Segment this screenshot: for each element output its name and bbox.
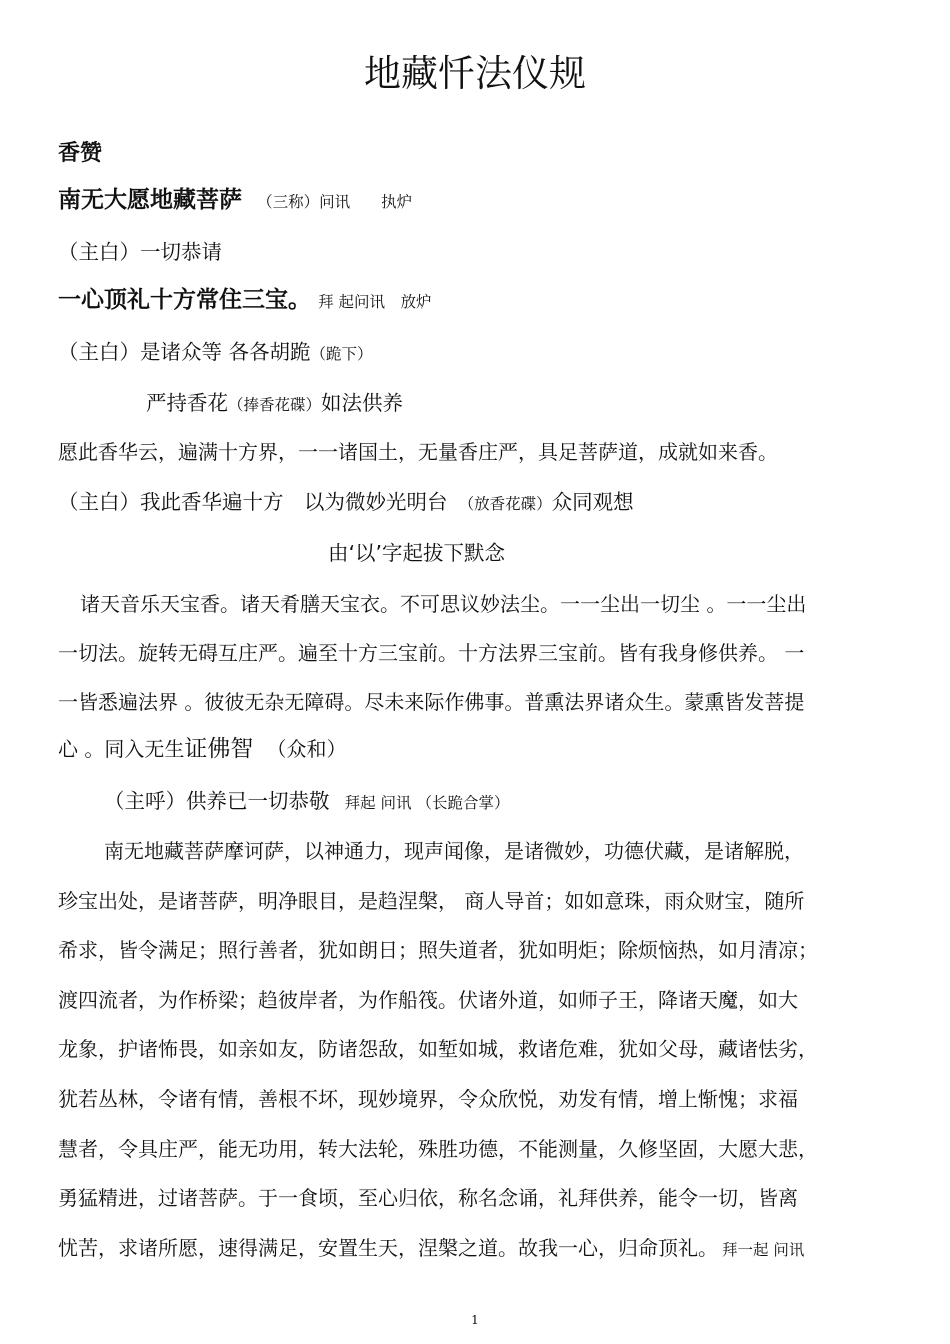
- leader-line-2: [58, 340, 373, 365]
- paragraph-2-line-6: 犹若丛林，令诸有情，善根不坏，现妙境界，令众欣悦，劝发有情，增上惭愧；求福: [58, 1087, 798, 1111]
- paragraph-2-line-9-text: 忧苦，求诸所愿，速得满足，安置生天，涅槃之道。故我一心，归命顶礼。: [58, 1236, 718, 1260]
- leader-line-2-text: （主白）是诸众等 各各胡跪: [58, 340, 311, 364]
- invocation-line: [58, 187, 412, 215]
- paragraph-1-line-4: [58, 736, 346, 764]
- leader-line-3-text: （主白）我此香华遍十方 以为微妙光明台: [58, 490, 448, 514]
- paragraph-2-line-4: 渡四流者，为作桥梁；趋彼岸者，为作船筏。伏诸外道，如师子王，降诸天魔，如大: [58, 988, 798, 1012]
- offering-text-b: 如法供养: [321, 391, 404, 415]
- homage-text: 一心顶礼十方常住三宝。: [58, 287, 311, 313]
- paragraph-1-line-4-text: 心 。同入无生: [58, 737, 185, 761]
- leader-call-note: 拜起 问讯 （长跪合掌）: [344, 794, 510, 812]
- leader-call-line: [104, 789, 509, 814]
- paragraph-2-line-9-note: 拜一起 问讯: [722, 1241, 805, 1259]
- homage-line: [58, 287, 432, 315]
- homage-note: 拜 起问讯 放炉: [318, 293, 432, 311]
- paragraph-2-line-1: 南无地藏菩萨摩诃萨，以神通力，现声闻像，是诸微妙，功德伏藏，是诸解脱，: [104, 839, 804, 863]
- invocation-text: 南无大愿地藏菩萨: [58, 187, 242, 213]
- invocation-note: （三称）问讯 执炉: [257, 193, 413, 211]
- verse-line: 愿此香华云，遍满十方界，一一诸国土，无量香庄严，具足菩萨道，成就如来香。: [58, 440, 778, 464]
- section-heading-incense-praise: 香赞: [58, 141, 103, 166]
- leader-line-1: （主白）一切恭请: [58, 240, 222, 264]
- paragraph-1-line-3: 一皆悉遍法界 。彼彼无杂无障碍。尽未来际作佛事。普熏法界诸众生。蒙熏皆发菩提: [58, 690, 805, 714]
- leader-line-3: [58, 490, 634, 515]
- offering-line: [146, 391, 403, 416]
- offering-text-a: 严持香花: [146, 391, 228, 415]
- offering-note: （捧香花碟）: [228, 396, 322, 414]
- page-title: 地藏忏法仪规: [364, 52, 586, 95]
- paragraph-1-line-1: 诸天音乐天宝香。诸天肴膳天宝衣。不可思议妙法尘。一一尘出一切尘 。一一尘出: [80, 592, 807, 616]
- leader-line-2-note: （跪下）: [310, 345, 373, 363]
- silent-recitation-note: 由‘以’字起拔下默念: [328, 541, 506, 565]
- paragraph-2-line-5: 龙象，护诸怖畏，如亲如友，防诸怨敌，如堑如城，救诸危难，犹如父母，藏诸怯劣，: [58, 1037, 818, 1061]
- paragraph-1-line-4-response: （众和）: [266, 737, 347, 761]
- paragraph-2-line-2: 珍宝出处，是诸菩萨，明净眼目，是趋涅槃， 商人导首；如如意珠，雨众财宝，随所: [58, 889, 805, 913]
- page-number: 1: [471, 1313, 479, 1327]
- leader-line-3-note: （放香花碟）: [458, 495, 552, 513]
- paragraph-1-line-4-emphasis: 证佛智: [184, 736, 254, 762]
- paragraph-1-line-2: 一切法。旋转无碍互庄严。遍至十方三宝前。十方法界三宝前。皆有我身修供养。 一: [58, 641, 805, 665]
- paragraph-2-line-8: 勇猛精进，过诸菩萨。于一食顷，至心归依，称名念诵，礼拜供养，能令一切，皆离: [58, 1186, 798, 1210]
- leader-line-3-text-b: 众同观想: [551, 490, 634, 514]
- paragraph-2-line-3: 希求，皆令满足；照行善者，犹如朗日；照失道者，犹如明炬；除烦恼热，如月清凉；: [58, 938, 818, 962]
- paragraph-2-line-7: 慧者，令具庄严，能无功用，转大法轮，殊胜功德，不能测量，久修坚固，大愿大悲，: [58, 1137, 818, 1161]
- leader-call-text: （主呼）供养已一切恭敬: [104, 789, 330, 813]
- paragraph-2-line-9: [58, 1236, 804, 1260]
